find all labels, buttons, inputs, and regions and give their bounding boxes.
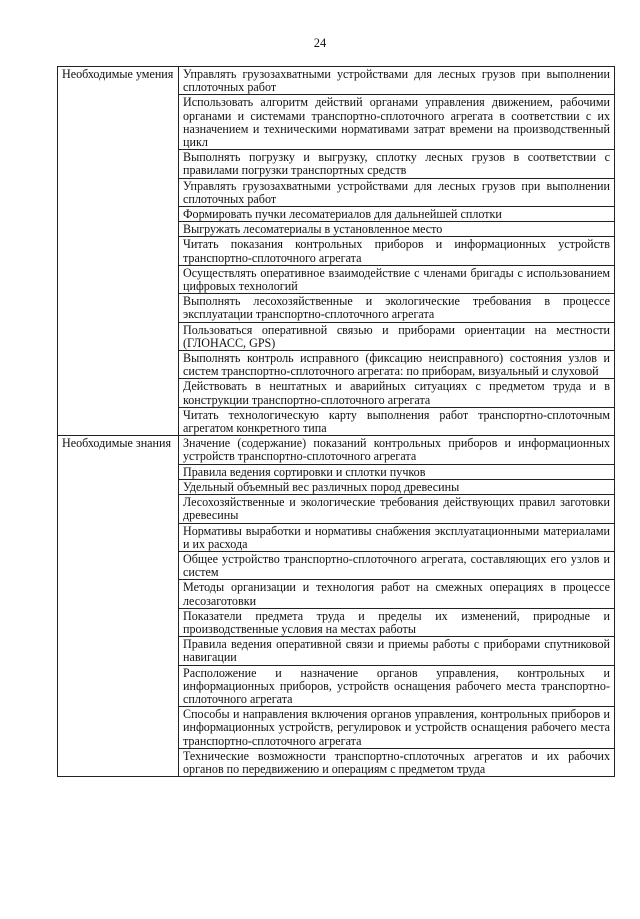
section-label: Необходимые знания	[58, 436, 179, 777]
requirement-item: Нормативы выработки и нормативы снабжения эксплуатационными материалами и их расхода	[179, 523, 615, 551]
requirement-item: Управлять грузозахватными устройствами для лесных грузов при выполнении сплоточных работ	[179, 178, 615, 206]
requirement-item: Выполнять лесохозяйственные и экологические требования в процессе эксплуатации транспортно-сплоточного агрегата	[179, 294, 615, 322]
requirement-item: Читать технологическую карту выполнения работ транспортно-сплоточным агрегатом конкретного типа	[179, 407, 615, 435]
requirement-item: Технические возможности транспортно-сплоточных агрегатов и их рабочих органов по передвижению и операциям с предметом труда	[179, 748, 615, 776]
requirement-item: Выполнять погрузку и выгрузку, сплотку лесных грузов в соответствии с правилами погрузки транспортных средств	[179, 150, 615, 178]
requirement-item: Пользоваться оперативной связью и приборами ориентации на местности (ГЛОНАСС, GPS)	[179, 322, 615, 350]
requirement-item: Управлять грузозахватными устройствами для лесных грузов при выполнении сплоточных работ	[179, 67, 615, 95]
requirement-item: Выполнять контроль исправного (фиксацию неисправного) состояния узлов и систем транспортно-сплоточного агрегата: по приборам, визуальный и слуховой	[179, 351, 615, 379]
requirement-item: Формировать пучки лесоматериалов для дальнейшей сплотки	[179, 207, 615, 222]
table-row	[58, 436, 615, 464]
requirement-item: Значение (содержание) показаний контрольных приборов и информационных устройств транспортно-сплоточного агрегата	[179, 436, 615, 464]
requirement-item: Осуществлять оперативное взаимодействие с членами бригады с использованием цифровых технологий	[179, 265, 615, 293]
requirement-item: Выгружать лесоматериалы в установленное место	[179, 222, 615, 237]
requirement-item: Способы и направления включения органов управления, контрольных приборов и информационных устройств, регулировок и устройств оснащения рабочего места транспортно-сплоточного агрегата	[179, 707, 615, 749]
requirement-item: Правила ведения сортировки и сплотки пучков	[179, 464, 615, 479]
table-row	[58, 67, 615, 95]
requirement-item: Читать показания контрольных приборов и информационных устройств транспортно-сплоточного агрегата	[179, 237, 615, 265]
requirement-item: Показатели предмета труда и пределы их изменений, природные и производственные условия на местах работы	[179, 608, 615, 636]
section-label: Необходимые умения	[58, 67, 179, 436]
requirement-item: Действовать в нештатных и аварийных ситуациях с предметом труда и в конструкции транспортно-сплоточного агрегата	[179, 379, 615, 407]
requirement-item: Общее устройство транспортно-сплоточного агрегата, составляющих его узлов и систем	[179, 551, 615, 579]
requirements-table	[57, 66, 615, 777]
page-number: 24	[313, 36, 327, 50]
requirement-item: Лесохозяйственные и экологические требования действующих правил заготовки древесины	[179, 495, 615, 523]
requirements-table-body	[58, 67, 615, 777]
requirement-item: Методы организации и технология работ на смежных операциях в процессе лесозаготовки	[179, 580, 615, 608]
requirement-item: Использовать алгоритм действий органами управления движением, рабочими органами и системами транспортно-сплоточного агрегата в соответствии с их назначением и техническими нормативами затрат времени на производственный цикл	[179, 95, 615, 150]
requirement-item: Расположение и назначение органов управления, контрольных и информационных приборов, устройств оснащения рабочего места транспортно-сплоточного агрегата	[179, 665, 615, 707]
requirement-item: Правила ведения оперативной связи и приемы работы с приборами спутниковой навигации	[179, 637, 615, 665]
requirement-item: Удельный объемный вес различных пород древесины	[179, 479, 615, 494]
